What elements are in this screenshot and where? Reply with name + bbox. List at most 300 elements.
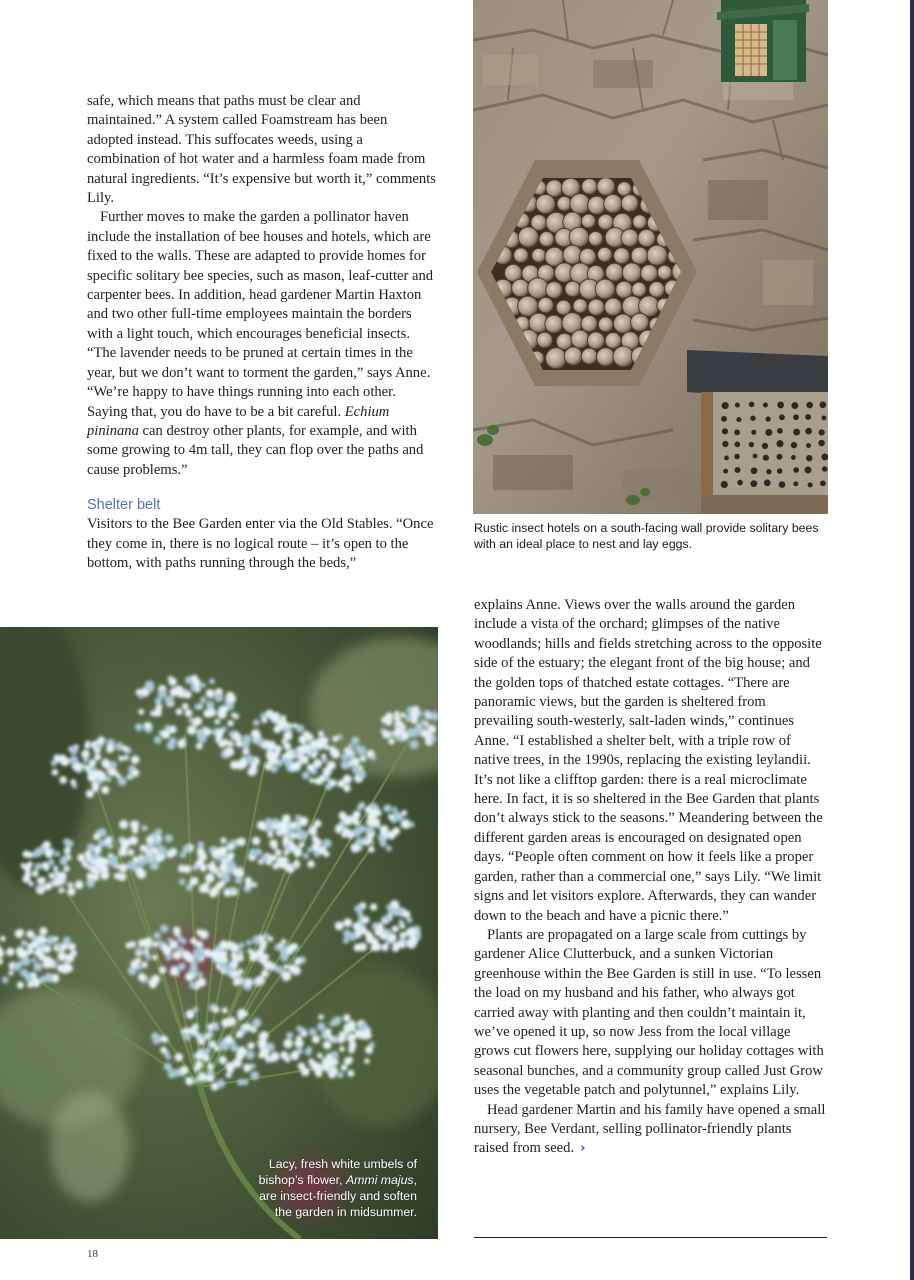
floret [196,743,203,750]
floret [165,954,171,960]
paragraph-text: Head gardener Martin and his family have opened a small nursery, Bee Verdant, selling pollinator-friendly plants raised from seed. [474,1101,826,1157]
bee-hole [819,429,825,435]
floret [275,849,282,856]
floret [82,861,88,867]
bee-hole [749,442,754,447]
floret [365,1046,373,1054]
floret [200,854,207,861]
floret [216,956,222,962]
floret [53,879,61,887]
floret [264,1055,270,1061]
floret [169,726,177,734]
bee-hole [821,416,826,421]
floret [168,1069,177,1078]
floret [378,835,385,842]
floret [407,940,416,949]
bee-hole [804,466,811,473]
floret [360,928,367,935]
floret [251,729,260,738]
floret [156,704,162,710]
floret [388,814,394,820]
floret [258,859,264,865]
floret [31,941,38,948]
log-end [546,282,563,299]
bee-hole [736,417,741,422]
floret [137,869,147,879]
floret [292,749,300,757]
bee-hole [777,402,784,409]
paragraph: Plants are propagated on a large scale from cuttings by gardener Alice Clutterbuck, and a sunken Victorian greenhouse within the Bee Garden is still in use. “To lessen the load on my husband and his father, who always got carried away with planting and then couldn’t maintain it, we’ve opened it up, so now Jess from the local village grows cut flowers here, supplying our holiday cottages with seasonal bunches, and a community group called Just Grow uses the vegetable patch and polytunnel,” explains Lily. [474,926,824,1099]
log-end [571,330,589,348]
floret [280,946,287,953]
floret [217,710,226,719]
floret [222,739,229,746]
floret [53,961,58,966]
floret [230,943,239,952]
floret [324,744,330,750]
floret [150,861,159,870]
floret [362,916,369,923]
floret [132,769,139,776]
floret [32,870,39,877]
floret [314,820,322,828]
floret [343,918,352,927]
bee-hole [818,440,825,447]
floret [59,776,67,784]
log-end [596,348,614,366]
floret [245,978,253,986]
floret [187,725,196,734]
floret [396,907,404,915]
floret [190,685,196,691]
floret [252,1018,261,1027]
floret [103,858,109,864]
floret [31,958,36,963]
bee-hole [777,468,783,474]
log-end [631,247,648,264]
floret [159,966,166,973]
floret [23,952,28,957]
floret [68,882,74,888]
floret [34,949,41,956]
floret [382,943,389,950]
floret [118,756,124,762]
floret [128,849,135,856]
caption-text-end: , are insect-friendly and soften the garden in midsummer. [259,1173,417,1219]
floret [57,871,66,880]
log-end [638,229,655,246]
floret [166,1055,171,1060]
floret [229,886,235,892]
floret [175,1053,183,1061]
floret [48,859,55,866]
floret [203,949,212,958]
floret [119,820,128,829]
floret [43,960,52,969]
ammi-majus-caption [247,1156,417,1220]
floret [297,1048,303,1054]
bee-hole [721,481,728,488]
log-end [606,263,624,281]
floret [59,857,67,865]
floret [388,933,397,942]
floret [348,1057,353,1062]
bee-hole [793,429,800,436]
log-end [616,281,633,298]
floret [357,907,362,912]
floret [293,848,302,857]
floret [63,838,70,845]
bee-hole [724,456,729,461]
floret [32,851,38,857]
bee-hole [762,443,768,449]
paragraph-text-start: Further moves to make the garden a pollinator haven include the installation of bee houses and hotels, which are fixed to the walls. These are adapted to provide homes for specific solitary bee species, such as mason, leaf-cutter and carpenter bees. In addition, head gardener Martin Haxton and two other full-time employees maintain the borders with a light touch, which encourages beneficial insects. “The lavender needs to be pruned at certain times in the year, but we don’t want to torment the garden,” says Anne. “We’re happy to have things running into each other. Saying that, you do have to be a bit careful. [87,209,434,420]
floret [183,1032,191,1040]
floret [146,685,154,693]
floret [262,718,268,724]
floret [189,982,196,989]
log-end [613,346,634,367]
floret [335,824,342,831]
floret [2,977,9,984]
floret [209,678,215,684]
floret [144,937,152,945]
floret [45,850,52,857]
floret [380,825,389,834]
floret [294,860,301,867]
floret [257,821,266,830]
floret [387,831,396,840]
floret [364,1058,369,1063]
floret [135,723,143,731]
log-end [588,231,603,246]
floret [329,1021,334,1026]
floret [220,837,226,843]
floret [85,741,90,746]
floret [31,973,37,979]
floret [263,960,272,969]
log-end [581,214,595,228]
floret [225,1062,234,1071]
floret [198,1038,205,1045]
floret [170,688,179,697]
floret [348,1047,355,1054]
bee-hole [721,416,727,422]
floret [92,867,98,873]
floret [345,1028,350,1033]
floret [132,856,138,862]
floret [227,852,234,859]
floret [274,945,280,951]
page-edge [910,0,914,1280]
floret [292,966,301,975]
floret [227,694,236,703]
floret [53,865,58,870]
floret [138,693,143,698]
floret [152,955,158,961]
floret [122,838,127,843]
floret [420,719,426,725]
floret [195,861,201,867]
floret [17,982,24,989]
floret [380,932,388,940]
bee-hole [749,402,755,408]
floret [68,943,76,951]
floret [233,868,241,876]
floret [296,1026,302,1032]
floret [358,1031,366,1039]
caption-latin-name: Ammi majus [345,1173,414,1187]
floret [363,836,368,841]
floret [101,759,110,768]
floret [177,740,185,748]
floret [206,701,215,710]
floret [407,917,413,923]
floret [193,720,200,727]
floret [281,939,287,945]
floret [161,730,170,739]
floret [156,835,162,841]
floret [189,879,195,885]
bee-hole [735,403,740,408]
floret [205,873,214,882]
floret [235,877,242,884]
floret [214,693,223,702]
floret [95,770,104,779]
bee-hole [808,482,813,487]
floret [182,703,189,710]
log-end [621,229,638,246]
floret [124,755,129,760]
floret [310,752,316,758]
bee-hole [734,454,740,460]
floret [242,749,248,755]
floret [343,775,352,784]
floret [146,836,154,844]
floret [62,967,68,973]
floret [236,1031,243,1038]
floret [21,940,28,947]
floret [144,949,150,955]
floret [339,812,347,820]
section-subheading: Shelter belt [87,497,161,514]
log-end [598,214,614,230]
bee-hole [766,469,771,474]
floret [105,776,111,782]
floret [366,819,372,825]
floret [190,938,197,945]
floret [305,1048,312,1055]
floret [337,1072,343,1078]
floret [376,943,381,948]
log-end [539,232,554,247]
floret [256,737,265,746]
floret [343,937,349,943]
floret [121,850,127,856]
floret [289,944,295,950]
floret [106,836,113,843]
floret [155,697,162,704]
log-end [598,317,613,332]
floret [339,1046,345,1052]
bee-hole [806,443,811,448]
floret [213,1024,220,1031]
floret [252,882,257,887]
caption-text-start: Lacy, fresh white umbels of bishop’s flower, [258,1157,417,1187]
floret [252,837,260,845]
floret [268,832,274,838]
floret [348,932,357,941]
floret [427,725,436,734]
floret [77,763,83,769]
floret [290,822,296,828]
floret [311,843,319,851]
log-end [617,182,631,196]
floret [355,745,361,751]
floret [153,932,160,939]
floret [206,689,215,698]
floret [21,957,30,966]
log-end [537,332,553,348]
floret [119,864,128,873]
floret [157,940,164,947]
floret [176,708,183,715]
floret [141,962,147,968]
floret [283,742,291,750]
log-end [604,194,623,213]
bee-hole [791,455,796,460]
floret [67,888,75,896]
floret [237,1046,246,1055]
floret [222,874,231,883]
bee-hole [791,442,797,448]
floret [268,854,274,860]
floret [328,1035,334,1041]
floret [359,1022,368,1031]
floret [332,736,338,742]
floret [107,843,114,850]
log-end [532,248,546,262]
log-end [605,332,621,348]
floret [228,844,234,850]
floret [130,960,138,968]
floret [172,951,181,960]
floret [130,941,136,947]
floret [225,747,234,756]
floret [230,1044,238,1052]
floret [217,1080,225,1088]
floret [357,770,366,779]
floret [144,722,150,728]
floret [89,759,96,766]
floret [329,779,337,787]
floret [253,719,260,726]
bee-hole [764,480,771,487]
floret [343,784,350,791]
floret [281,857,288,864]
floret [207,1069,214,1076]
floret [245,877,252,884]
floret [296,1035,302,1041]
floret [170,968,178,976]
floret [250,1071,259,1080]
floret [109,858,118,867]
floret [318,731,324,737]
end-rule [474,1237,827,1238]
floret [339,1035,346,1042]
plant-name: Echium pininana [87,403,390,439]
floret [299,830,308,839]
bee-hole [723,469,728,474]
floret [261,970,269,978]
floret [358,943,367,952]
floret [246,1050,255,1059]
floret [194,1077,199,1082]
floret [164,1063,172,1071]
bee-hole [821,453,828,460]
floret [257,951,264,958]
log-end [546,348,567,369]
floret [22,875,30,883]
floret [152,1036,160,1044]
floret [249,849,257,857]
floret [118,873,126,881]
floret [283,732,292,741]
log-end [647,245,667,265]
floret [309,778,314,783]
floret [76,880,82,886]
floret [282,971,292,981]
floret [200,865,207,872]
insect-hotels-caption: Rustic insect hotels on a south-facing wall provide solitary bees with an ideal place to nest and lay eggs. [474,521,819,551]
floret [245,755,254,764]
floret [365,932,372,939]
floret [180,1066,189,1075]
floret [328,1070,337,1079]
floret [368,846,374,852]
log-end [538,297,554,313]
floret [98,839,106,847]
bee-hole [735,467,741,473]
log-end [512,279,530,297]
floret [242,737,247,742]
floret [86,790,94,798]
floret [42,862,48,868]
floret [130,863,138,871]
floret [343,1014,351,1022]
floret [280,1051,288,1059]
floret [83,757,89,763]
floret [96,743,102,749]
floret [168,938,173,943]
floret [259,944,266,951]
floret [399,923,405,929]
floret [321,754,326,759]
floret [27,861,33,867]
floret [318,846,326,854]
log-end [563,245,582,264]
floret [69,755,78,764]
floret [165,696,174,705]
floret [303,853,309,859]
bee-hole [820,401,827,408]
floret [301,1031,307,1037]
floret [233,978,240,985]
bee-hole [793,467,799,473]
floret [197,734,206,743]
floret [0,936,6,942]
floret [377,925,384,932]
